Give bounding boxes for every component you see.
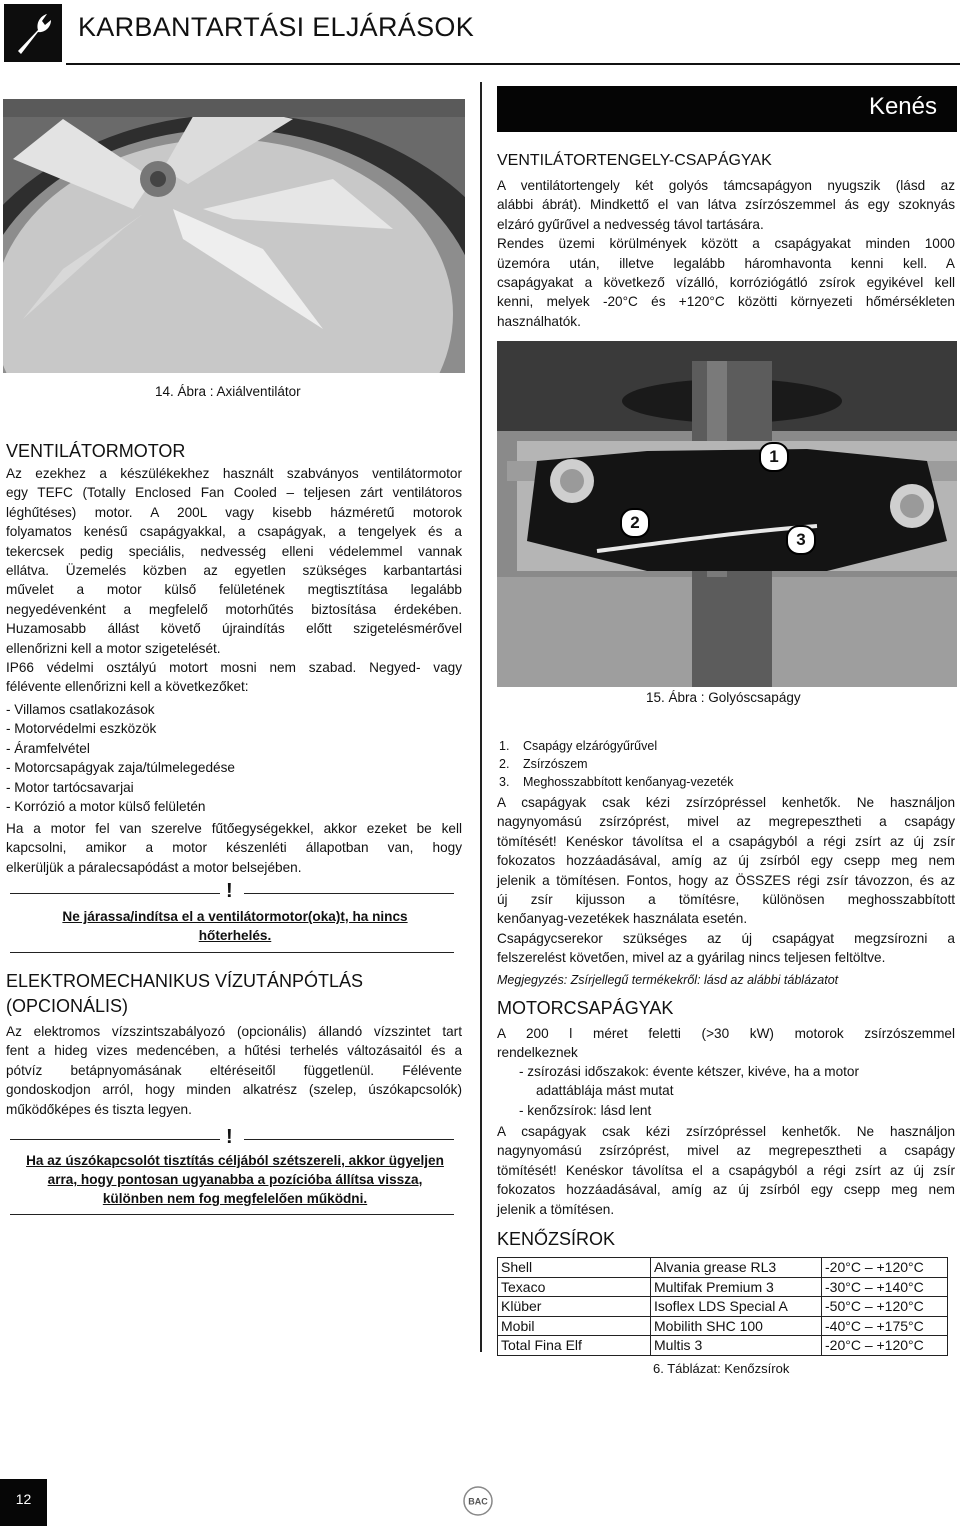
table-cell: Mobilith SHC 100	[651, 1316, 822, 1336]
grease-text: A csapágyak csak kézi zsírzópréssel kenhetők. Ne használjon nagynyomású zsírzóprést, mivel az megrepesztheti a csapágy tömítését! Kenéskor távolítsa el a csapágyból a régi zsírt az új zsír fokozatos hozzáadásával, amíg az új zsírból egy csepp meg nem jelenik a tömítésen. Fontos, hogy az ÖSSZES régi zsír távozzon, és az új zsír kijusson a tömítésre, különösen meghosszabbított kenőanyag-vezetékek használata esetén. Csapágycserekor szükséges az új csapágyat megzsírozni a felszerelést követően, mivel az a gyárilag nincs teljesen feltöltve.	[497, 795, 955, 966]
page-title: KARBANTARTÁSI ELJÁRÁSOK	[78, 12, 475, 42]
bearings-text: A ventilátortengely két golyós támcsapágyon nyugszik (lásd az alábbi ábrát). Mindkettő el van látva zsírzószemmel ás egy szoknyás elzáró gyűrűvel a nedvesség távol tartására. Rendes üzemi körülmények között a csapágyakat minden 1000 üzemóra után, illetve legalább háromhavonta kenni kell. A csapágyakat a következő vízálló, korróziógátló zsírok egyikével kell kenni, melyek -20°C és +120°C közötti környezeti hőmérsékleten használhatók.	[497, 178, 955, 329]
logo-text: BAC	[468, 1496, 488, 1507]
figure-15-caption: 15. Ábra : Golyóscsapágy	[646, 690, 801, 705]
marker-1: 1	[759, 442, 789, 472]
legend-num: 2.	[499, 757, 510, 771]
banner-label: Kenés	[868, 93, 937, 120]
section-banner	[497, 86, 957, 132]
bearings-heading: VENTILÁTORTENGELY-CSAPÁGYAK	[497, 152, 772, 169]
table-cell: -20°C – +120°C	[822, 1258, 948, 1278]
checklist-item: - Villamos csatlakozások	[6, 702, 155, 717]
checklist-item: - Motorvédelmi eszközök	[6, 721, 157, 736]
axial-fan-photo	[3, 99, 465, 373]
warning-rule	[10, 952, 454, 953]
table-cell: Klüber	[498, 1297, 651, 1317]
legend-num: 1.	[499, 739, 510, 753]
warning-rule	[10, 893, 220, 894]
checklist-item: - Áramfelvétel	[6, 741, 90, 756]
grease-note: Megjegyzés: Zsírjellegű termékekről: lásd az alábbi táblázatot	[497, 973, 839, 987]
checklist-item: - Korrózió a motor külső felületén	[6, 799, 206, 814]
makeup-text: Az elektromos vízszintszabályozó (opcionális) állandó vízszintet tart fent a hideg vizes medencében, a hűtési terhelés változásaitól és a pótvíz betápnyomásának eltéréseitől függetlenül. Félévente gondoskodjon arról, hogy minden alkatrész (szelep, úszókapcsolók) működőképes és tiszta legyen.	[6, 1024, 462, 1117]
warning-rule	[10, 1139, 220, 1140]
table-cell: Multis 3	[651, 1336, 822, 1356]
motor-bearings-bullet: - zsírozási időszakok: évente kétszer, kivéve, ha a motor	[519, 1064, 859, 1079]
checklist-item: - Motor tartócsavarjai	[6, 780, 134, 795]
table-row	[498, 1336, 948, 1356]
page-number-box	[0, 1479, 47, 1526]
warning-icon: !	[226, 880, 233, 902]
column-divider	[480, 82, 482, 1352]
wrench-icon	[4, 4, 62, 62]
warning-icon: !	[226, 1126, 233, 1148]
table-row	[498, 1316, 948, 1336]
motor-bearings-text: A 200 l méret feletti (>30 kW) motorok zsírzószemmel rendelkeznek	[497, 1026, 955, 1061]
makeup-heading-optional: (OPCIONÁLIS)	[6, 996, 129, 1016]
warning-rule	[244, 893, 454, 894]
table-caption: 6. Táblázat: Kenőzsírok	[653, 1361, 790, 1376]
legend-text: Meghosszabbított kenőanyag-vezeték	[523, 775, 734, 789]
bac-logo	[462, 1485, 494, 1517]
motor-bearings-bullet: adattáblája mást mutat	[536, 1083, 674, 1098]
bearing-photo	[497, 341, 957, 687]
motor-text: Az ezekhez a készülékekhez használt szabványos ventilátormotor egy TEFC (Totally Enclosed Fan Cooled – teljesen zárt ventilátoros léghűtéses) motor. A 200L vagy kisebb házméretű motorok folyamatos kenésű csapágyakkal, a csapágyak, a tengelyek és a tekercsek pedig speciális, nedvesség elleni védelemmel vannak ellátva. Üzemelés közben az egyetlen szükséges karbantartási művelet a motor külső felületének megtisztítása legalább negyedévenként a megfelelő motorhűtés biztosítása érdekében. Huzamosabb állást követő újraindítás előtt szigetelésmérővel ellenőrizni kell a motor szigetelését. IP66 védelmi osztályú motort mosni nem szabad. Negyed- vagy félévente ellenőrizni kell a következőket:	[6, 466, 462, 695]
header-rule	[66, 63, 960, 65]
marker-3: 3	[786, 525, 816, 555]
motor-warning: Ne járassa/indítsa el a ventilátormotor(oka)t, ha nincs hőterhelés.	[62, 909, 408, 943]
table-cell: Multifak Premium 3	[651, 1277, 822, 1297]
legend-text: Zsírzószem	[523, 757, 588, 771]
makeup-warning: Ha az úszókapcsolót tisztítás céljából szétszereli, akkor ügyeljen arra, hogy pontosan ugyanabba a pozícióba állítsa vissza, különben nem fog megfelelően működni.	[26, 1153, 444, 1206]
table-cell: Mobil	[498, 1316, 651, 1336]
table-row	[498, 1277, 948, 1297]
page-number: 12	[15, 1491, 32, 1507]
table-row	[498, 1258, 948, 1278]
makeup-heading: ELEKTROMECHANIKUS VÍZUTÁNPÓTLÁS	[6, 971, 364, 991]
table-cell: Texaco	[498, 1277, 651, 1297]
motor-bearings-bullet: - kenőzsírok: lásd lent	[519, 1103, 652, 1118]
table-cell: Total Fina Elf	[498, 1336, 651, 1356]
warning-rule	[10, 1214, 454, 1215]
table-cell: -20°C – +120°C	[822, 1336, 948, 1356]
figure-14-caption: 14. Ábra : Axiálventilátor	[155, 384, 301, 399]
table-cell: Isoflex LDS Special A	[651, 1297, 822, 1317]
motor-heater-text: Ha a motor fel van szerelve fűtőegységekkel, akkor ezeket be kell kapcsolni, amikor a motor készenléti állapotban van, hogy elkerüljük a páralecsapódást a motor belsejében.	[6, 821, 462, 875]
table-row	[498, 1297, 948, 1317]
checklist-item: - Motorcsapágyak zaja/túlmelegedése	[6, 760, 235, 775]
motor-heading: VENTILÁTORMOTOR	[6, 441, 186, 461]
legend-text: Csapágy elzárógyűrűvel	[523, 739, 658, 753]
table-cell: Alvania grease RL3	[651, 1258, 822, 1278]
table-cell: -50°C – +120°C	[822, 1297, 948, 1317]
marker-2: 2	[620, 508, 650, 538]
table-cell: Shell	[498, 1258, 651, 1278]
lubricants-heading: KENŐZSÍROK	[497, 1229, 616, 1249]
legend-num: 3.	[499, 775, 510, 789]
table-cell: -30°C – +140°C	[822, 1277, 948, 1297]
table-cell: -40°C – +175°C	[822, 1316, 948, 1336]
motor-bearings-grease-text: A csapágyak csak kézi zsírzópréssel kenhetők. Ne használjon nagynyomású zsírzóprést, mivel az megrepesztheti a csapágy tömítését! Kenéskor távolítsa el a csapágyból a régi zsírt az új zsír fokozatos hozzáadásával, amíg az új zsírból egy csepp meg nem jelenik a tömítésen.	[497, 1124, 955, 1217]
lubricants-table	[497, 1257, 948, 1356]
warning-rule	[244, 1139, 454, 1140]
motor-bearings-heading: MOTORCSAPÁGYAK	[497, 998, 674, 1018]
